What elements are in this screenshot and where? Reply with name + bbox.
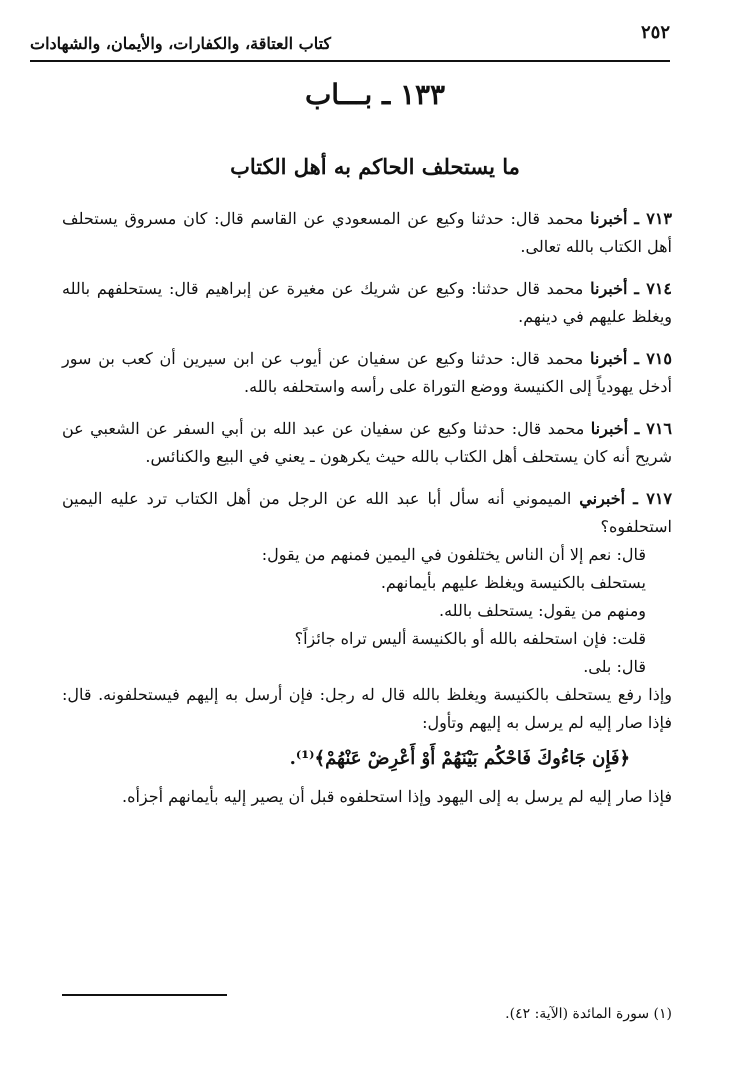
quran-verse: ﴿فَإِن جَاءُوكَ فَاحْكُم بَيْنَهُمْ أَوْ أَعْرِضْ عَنْهُمْ﴾⁽¹⁾. — [289, 748, 630, 769]
hadith-714 — [62, 275, 672, 331]
hadith-text: محمد قال: حدثنا وكيع عن المسعودي عن القاسم قال: كان مسروق يستحلف أهل الكتاب بالله تعالى. — [62, 209, 672, 256]
hadith-text: محمد قال: حدثنا وكيع عن سفيان عن عبد الله بن أبي السفر عن الشعبي عن شريح أنه كان يستحلف أهل الكتاب بالله حيث يكرهون ـ يعني في البيع والكنائس. — [62, 419, 672, 466]
hadith-text: الميموني أنه سأل أبا عبد الله عن الرجل من أهل الكتاب ترد عليه اليمين استحلفوه؟ — [62, 489, 672, 536]
hadith-lead: أخبرنا — [590, 279, 628, 298]
chapter-heading: ١٣٣ ـ بـــاب — [304, 78, 446, 111]
dialogue-line: ومنهم من يقول: يستحلف بالله. — [439, 601, 646, 620]
hadith-lead: أخبرنا — [590, 349, 628, 368]
chapter-title: ما يستحلف الحاكم به أهل الكتاب — [230, 154, 520, 179]
dialogue-line: قلت: فإن استحلفه بالله أو بالكنيسة أليس تراه جائزاً؟ — [294, 629, 646, 648]
hadith-number: ٧١٥ ـ — [634, 349, 672, 368]
dialogue-line: قال: نعم إلا أن الناس يختلفون في اليمين فمنهم من يقول: — [261, 545, 646, 564]
hadith-lead: أخبرنا — [590, 209, 628, 228]
footnote: (١) سورة المائدة (الآية: ٤٢). — [505, 1006, 672, 1022]
hadith-number: ٧١٦ ـ — [634, 419, 673, 438]
footnote-divider — [62, 994, 227, 996]
running-title: كتاب العتاقة، والكفارات، والأيمان، والشهادات — [30, 34, 332, 53]
hadith-number: ٧١٤ ـ — [634, 279, 673, 298]
page-number: ٢٥٢ — [640, 22, 670, 43]
hadith-number: ٧١٣ ـ — [634, 209, 672, 228]
hadith-715 — [62, 345, 672, 401]
hadith-lead: أخبرني — [579, 489, 626, 508]
hadith-text: محمد قال حدثنا: وكيع عن شريك عن مغيرة عن إبراهيم قال: يستحلفهم بالله ويغلظ عليهم في دينهم. — [62, 279, 672, 326]
dialogue-line: يستحلف بالكنيسة ويغلظ عليهم بأيمانهم. — [380, 573, 646, 592]
page-header — [30, 20, 670, 62]
hadith-number: ٧١٧ ـ — [633, 489, 673, 508]
hadith-717 — [62, 485, 672, 811]
hadith-717-opening — [62, 485, 672, 541]
main-content — [62, 205, 672, 825]
hadith-lead: أخبرنا — [590, 419, 629, 438]
dialogue-line: قال: بلى. — [583, 657, 646, 676]
dialogue-line: فإذا صار إليه لم يرسل به إلى اليهود وإذا استحلفوه قبل أن يصير إليه بأيمانهم أجزأه. — [122, 787, 672, 806]
dialogue-line: وإذا رفع يستحلف بالكنيسة ويغلظ بالله قال له رجل: فإن أرسل به إليهم فيستحلفونه. قال: فإذا صار إليه لم يرسل به إليهم وتأول: — [62, 685, 672, 732]
hadith-text: محمد قال: حدثنا وكيع عن سفيان عن أيوب عن ابن سيرين أن كعب بن سور أدخل يهودياً إلى الكنيسة ووضع التوراة على رأسه واستحلفه بالله. — [62, 349, 672, 396]
hadith-713 — [62, 205, 672, 261]
hadith-716 — [62, 415, 672, 471]
